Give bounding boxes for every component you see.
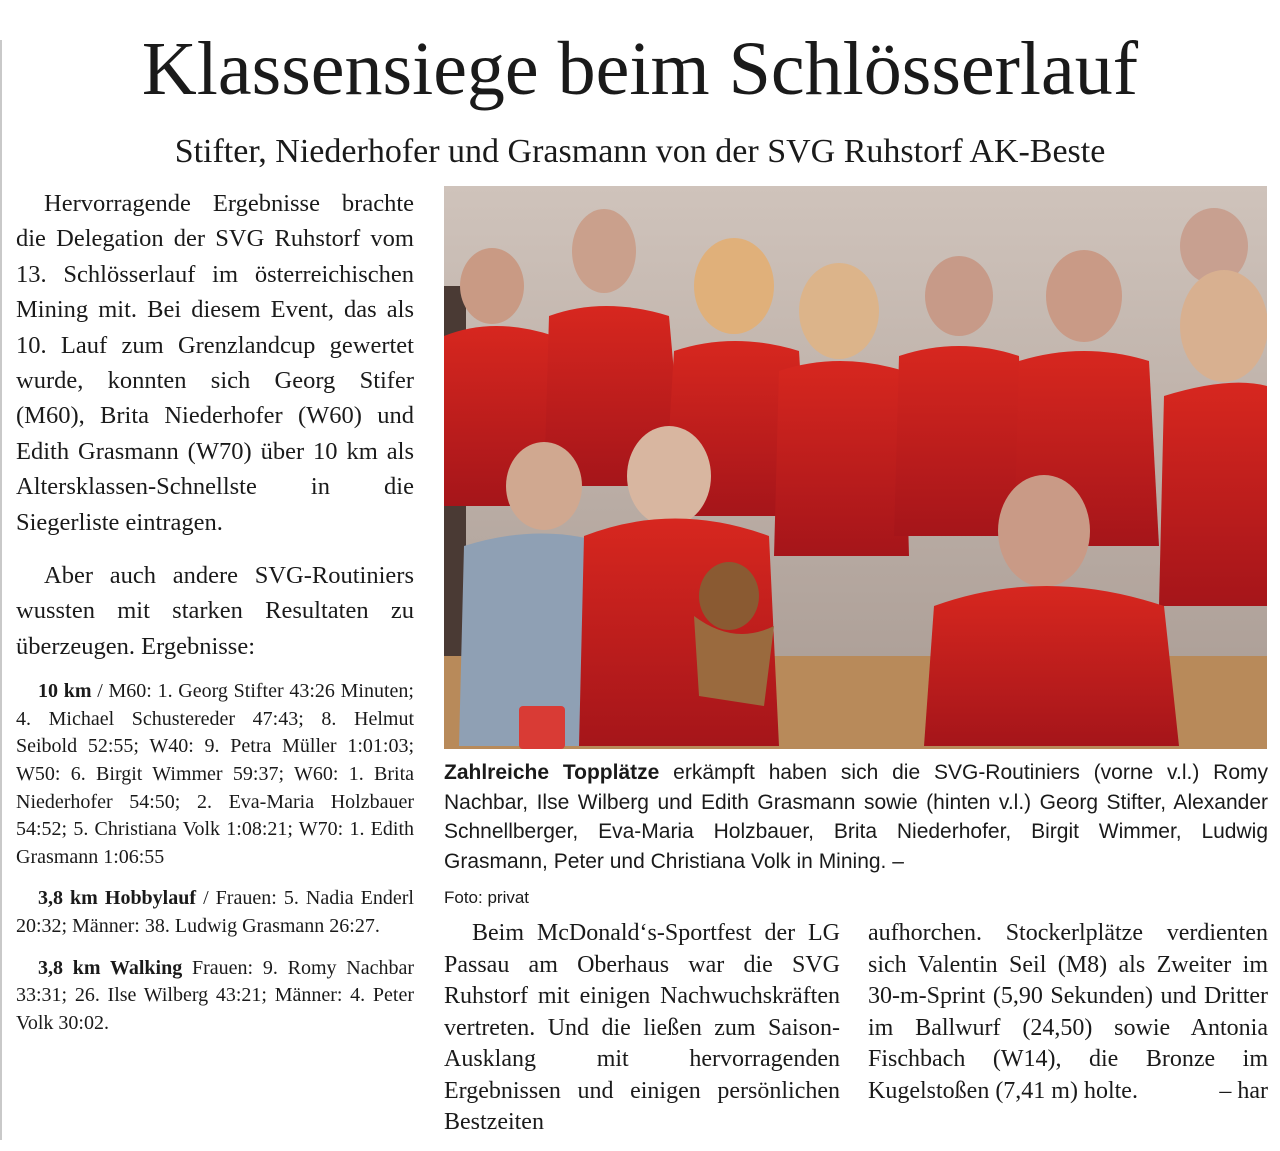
results-walking-label: 3,8 km Walking [38, 956, 183, 979]
right-column [868, 918, 1268, 1107]
photo-credit: Foto: privat [444, 888, 530, 907]
results-10km-label: 10 km [38, 680, 92, 703]
group-photo-illustration [444, 186, 1267, 749]
author-signature: – har [1219, 1077, 1268, 1104]
middle-column [444, 918, 840, 1139]
headline: Klassensiege beim Schlösserlauf [141, 27, 1139, 111]
photo-caption-lead: Zahlreiche Topplätze [444, 761, 660, 784]
results-hobbylauf-text: / Frauen: 5. Nadia Enderl 20:32; Männer: 38. Ludwig Grasmann 26:27. [16, 887, 414, 938]
sportfest-paragraph: Beim McDonald‘s-Sportfest der LG Passau am Oberhaus war die SVG Ruhstorf mit einigen Nachwuchskräften vertreten. Und die ließen zum Saison-Ausklang mit hervorragenden Ergebnissen und einigen persönlichen Bestzeiten [444, 920, 840, 1135]
results-hobbylauf [16, 885, 414, 940]
second-paragraph: Aber auch andere SVG-Routiniers wussten mit starken Resultaten zu überzeugen. Ergebnisse: [16, 562, 414, 660]
sportfest-paragraph-continued [868, 918, 1268, 1107]
page-left-rule [0, 40, 2, 1140]
results-10km-text: / M60: 1. Georg Stifter 43:26 Minuten; 4. Michael Schustereder 47:43; 8. Helmut Seibold 52:55; W40: 9. Petra Müller 1:01:03; W50: 6. Birgit Wimmer 59:37; W60: 1. Brita Niederhofer 54:50; 2. Eva-Maria Holzbauer 54:52; 5. Christiana Volk 1:08:21; W70: 1. Edith Grasmann 1:06:55 [16, 680, 414, 868]
results-10km [16, 678, 414, 871]
subheadline: Stifter, Niederhofer und Grasmann von der SVG Ruhstorf AK-Beste [174, 133, 1106, 170]
results-hobbylauf-label: 3,8 km Hobbylauf [38, 887, 197, 910]
left-column [16, 186, 414, 1037]
results-walking-text: Frauen: 9. Romy Nachbar 33:31; 26. Ilse Wilberg 43:21; Männer: 4. Peter Volk 30:02. [16, 956, 414, 1034]
group-photo [444, 186, 1267, 749]
sportfest-paragraph-continued-text: aufhorchen. Stockerlplätze verdienten sich Valentin Seil (M8) als Zweiter im 30-m-Sprint (5,90 Sekunden) und Dritter im Ballwurf (24,50) sowie Antonia Fischbach (W14), die Bronze im Kugelstoßen (7,41 m) holte. [868, 920, 1268, 1104]
photo-caption [444, 758, 1268, 876]
intro-paragraph: Hervorragende Ergebnisse brachte die Delegation der SVG Ruhstorf vom 13. Schlösserlauf im österreichischen Mining mit. Bei diesem Event, das als 10. Lauf zum Grenzlandcup gewertet wurde, konnten sich Georg Stifer (M60), Brita Niederhofer (W60) und Edith Grasmann (W70) über 10 km als Altersklassen-Schnellste in die Siegerliste eintragen. [16, 190, 414, 536]
photo-caption-text: erkämpft haben sich die SVG-Routiniers (vorne v.l.) Romy Nachbar, Ilse Wilberg und Edith Grasmann sowie (hinten v.l.) Georg Stifter, Alexander Schnellberger, Eva-Maria Holzbauer, Brita Niederhofer, Birgit Wimmer, Ludwig Grasmann, Peter und Christiana Volk in Mining. – [444, 761, 1268, 873]
results-walking [16, 955, 414, 1038]
